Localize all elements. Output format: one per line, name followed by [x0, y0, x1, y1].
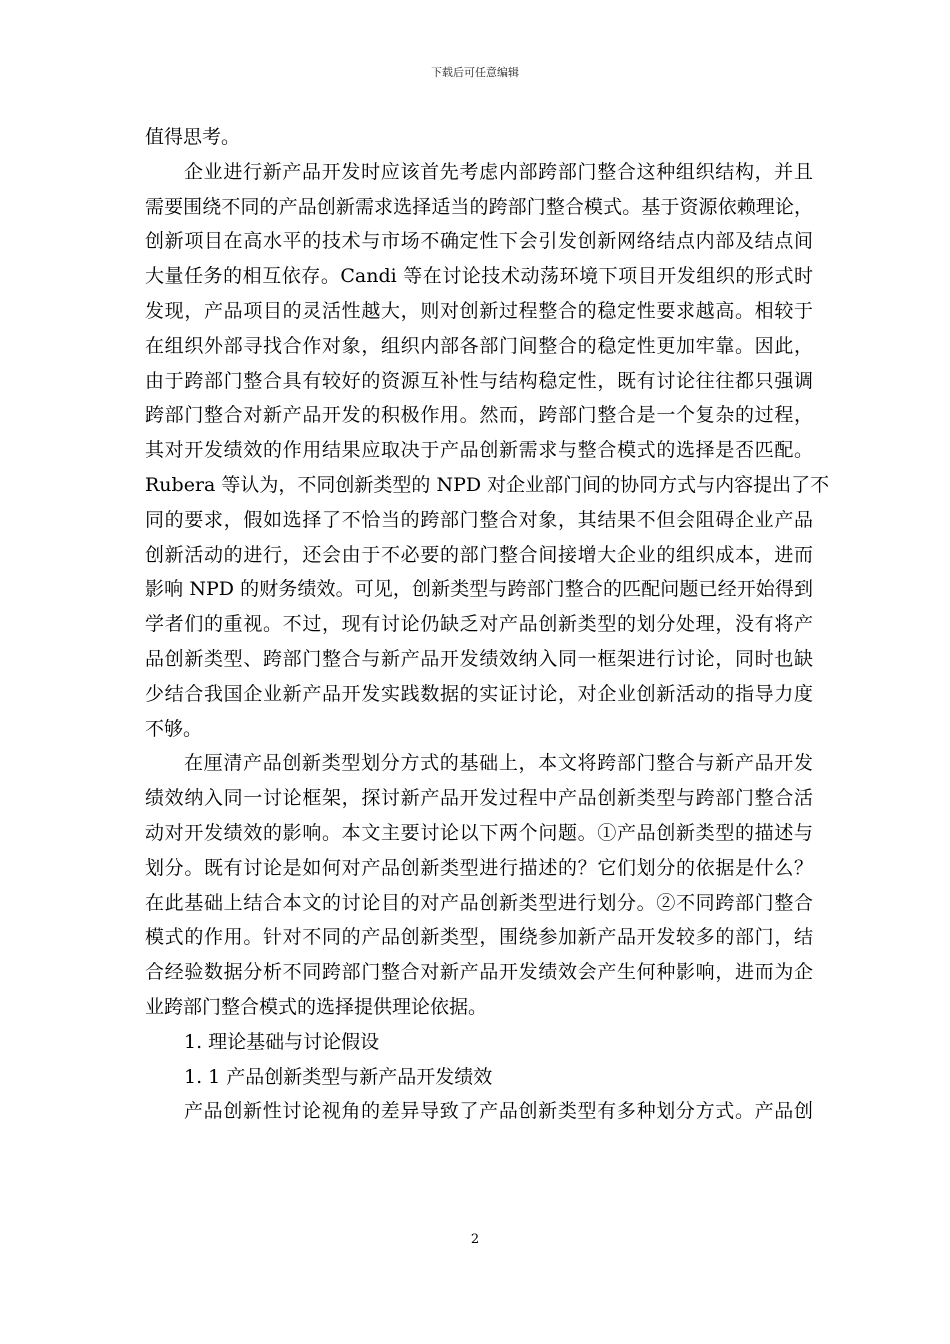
text-line: 企业进行新产品开发时应该首先考虑内部跨部门整合这种组织结构，并且: [184, 160, 813, 183]
text-line: 绩效纳入同一讨论框架，探讨新产品开发过程中产品创新类型与跨部门整合活: [145, 787, 813, 810]
body-text: [145, 120, 830, 1129]
text-line: 同的要求，假如选择了不恰当的跨部门整合对象，其结果不但会阻碍企业产品: [145, 508, 813, 531]
text-line: 在组织外部寻找合作对象，组织内部各部门间整合的稳定性更加牢靠。因此，: [145, 334, 813, 357]
text-line: 跨部门整合对新产品开发的积极作用。然而，跨部门整合是一个复杂的过程，: [145, 404, 813, 427]
text-line: 创新项目在高水平的技术与市场不确定性下会引发创新网络结点内部及结点间: [145, 230, 813, 253]
text-line: 产品创新性讨论视角的差异导致了产品创新类型有多种划分方式。产品创: [184, 1100, 813, 1123]
text-line: 划分。既有讨论是如何对产品创新类型进行描述的？它们划分的依据是什么？: [145, 856, 813, 879]
text-line: 少结合我国企业新产品开发实践数据的实证讨论，对企业创新活动的指导力度: [145, 682, 813, 705]
text-line: 不够。: [145, 717, 203, 740]
text-line: 发现，产品项目的灵活性越大，则对创新过程整合的稳定性要求越高。相较于: [145, 299, 813, 322]
text-line: 大量任务的相互依存。Candi 等在讨论技术动荡环境下项目开发组织的形式时: [145, 265, 813, 288]
text-line: 影响 NPD 的财务绩效。可见，创新类型与跨部门整合的匹配问题已经开始得到: [145, 578, 813, 601]
text-line: 学者们的重视。不过，现有讨论仍缺乏对产品创新类型的划分处理，没有将产: [145, 613, 813, 636]
text-line: 品创新类型、跨部门整合与新产品开发绩效纳入同一框架进行讨论，同时也缺: [145, 647, 813, 670]
text-line: 合经验数据分析不同跨部门整合对新产品开发绩效会产生何种影响，进而为企: [145, 961, 813, 984]
text-line: 在此基础上结合本文的讨论目的对产品创新类型进行划分。②不同跨部门整合: [145, 891, 813, 914]
text-line: 1. 理论基础与讨论假设: [184, 1030, 380, 1053]
text-line: 业跨部门整合模式的选择提供理论依据。: [145, 995, 488, 1018]
text-line: 其对开发绩效的作用结果应取决于产品创新需求与整合模式的选择是否匹配。: [145, 439, 813, 462]
text-line: 创新活动的进行，还会由于不必要的部门整合间接增大企业的组织成本，进而: [145, 543, 813, 566]
text-line: 1. 1 产品创新类型与新产品开发绩效: [184, 1065, 493, 1088]
text-line: 在厘清产品创新类型划分方式的基础上，本文将跨部门整合与新产品开发: [184, 752, 813, 775]
text-line: 由于跨部门整合具有较好的资源互补性与结构稳定性，既有讨论往往都只强调: [145, 369, 813, 392]
text-line: 动对开发绩效的影响。本文主要讨论以下两个问题。①产品创新类型的描述与: [145, 821, 813, 844]
text-line: 值得思考。: [145, 126, 241, 148]
text-line: Rubera 等认为，不同创新类型的 NPD 对企业部门间的协同方式与内容提出了不: [145, 473, 830, 496]
text-line: 模式的作用。针对不同的产品创新类型，围绕参加新产品开发较多的部门，结: [145, 926, 813, 949]
page-number: 2: [470, 1232, 480, 1247]
page-header: 下载后可任意编辑: [431, 66, 519, 79]
text-line: 需要围绕不同的产品创新需求选择适当的跨部门整合模式。基于资源依赖理论，: [145, 195, 813, 218]
